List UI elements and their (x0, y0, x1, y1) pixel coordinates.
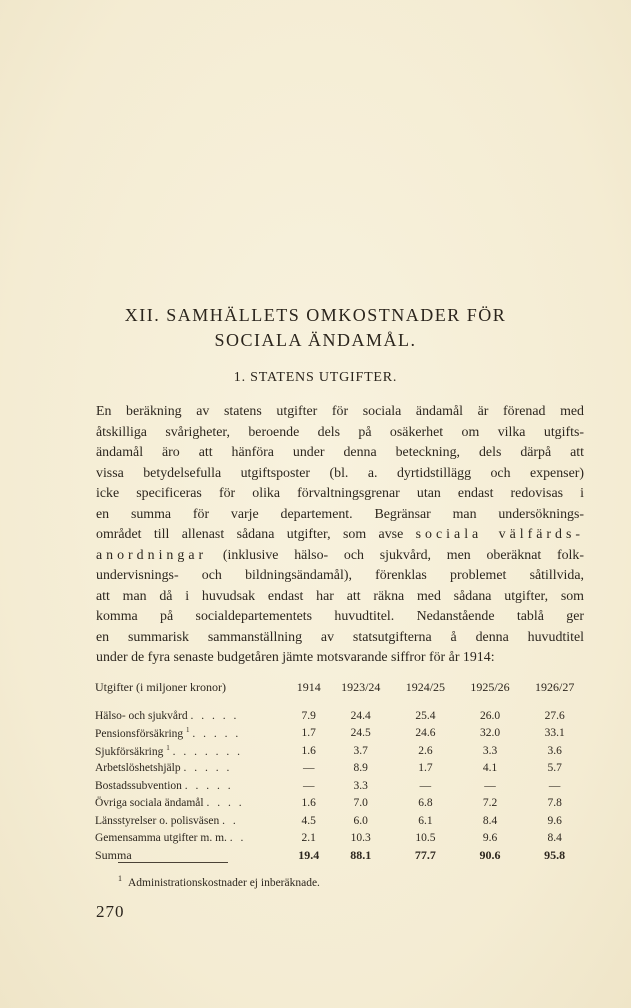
row-label: Sjukförsäkring (95, 745, 164, 758)
paragraph-line: en summa för varje departement. Begränsar man undersöknings- (96, 506, 584, 522)
value-cell: 5.7 (547, 762, 562, 775)
leader-dots: . . . . . (184, 779, 234, 792)
value-cell: 24.6 (415, 727, 436, 740)
column-header: 1924/25 (405, 680, 446, 694)
value-cell: 2.6 (418, 744, 433, 757)
chapter-title-line-2: SOCIALA ÄNDAMÅL. (214, 330, 417, 350)
page-number: 270 (96, 902, 125, 921)
leader-dots: . . . . . (190, 709, 239, 722)
table-row (95, 777, 587, 795)
value-cell: 10.3 (350, 832, 371, 845)
value-cell: 26.0 (479, 709, 501, 722)
value-cell: 24.5 (350, 727, 371, 740)
emphasized-text: anordningar (96, 547, 208, 563)
row-label-cell (95, 812, 289, 830)
sum-value: 77.7 (414, 848, 436, 863)
chapter-title-line-1: XII. SAMHÄLLETS OMKOSTNADER FÖR (124, 305, 507, 325)
value-cell: — (302, 779, 315, 792)
value-cell: 7.0 (353, 797, 368, 810)
sum-value: 90.6 (479, 848, 501, 863)
row-label-cell (95, 725, 289, 743)
table-row (95, 707, 587, 725)
table-header-label: Utgifter (i miljoner kronor) (95, 680, 226, 694)
leader-dots: . . . . (206, 797, 245, 810)
paragraph-line (96, 525, 584, 546)
footnote (118, 874, 320, 889)
table-row (95, 742, 587, 760)
value-cell: 3.7 (353, 744, 368, 757)
value-cell: 6.1 (418, 814, 433, 827)
footnote-text: Administrationskostnader ej inberäknade. (128, 876, 320, 889)
column-header: 1923/24 (341, 680, 381, 694)
value-cell: 32.0 (479, 727, 501, 740)
row-label: Bostadssubvention (95, 779, 182, 792)
value-cell: 1.7 (418, 762, 433, 775)
row-label-cell (95, 707, 289, 725)
value-cell: 9.6 (482, 832, 498, 845)
row-label-cell (95, 760, 289, 778)
section-heading: 1. STATENS UTGIFTER. (233, 370, 398, 385)
footnote-rule (118, 862, 228, 863)
value-cell: — (484, 779, 496, 792)
column-header: 1926/27 (535, 680, 575, 694)
row-label-cell (95, 777, 289, 795)
paragraph-text: området till allenast sådana utgifter, som avse (96, 527, 404, 542)
row-label-cell (95, 795, 289, 813)
paragraph-line: vissa betydelsefulla utgiftsposter (bl. a. dyrtidstillägg och expenser) (96, 465, 584, 481)
value-cell: 1.6 (301, 797, 316, 810)
value-cell: — (548, 779, 561, 792)
value-cell: 1.7 (301, 727, 316, 740)
row-label: Hälso- och sjukvård (95, 709, 188, 722)
value-cell: 25.4 (415, 709, 436, 722)
table-row (95, 812, 587, 830)
value-cell: 8.9 (353, 762, 368, 775)
table-row (95, 830, 587, 848)
table-row (95, 795, 587, 813)
paragraph-line: En beräkning av statens utgifter för sociala ändamål är förenad med (96, 404, 584, 419)
leader-dots: . . . . . (183, 762, 232, 775)
paragraph-line: ändamål äro att hänföra under denna beteckning, dels därpå att (96, 445, 584, 460)
value-cell: 4.5 (301, 814, 316, 827)
paragraph-line: komma på socialdepartementets huvudtitel. Nedanstående tablå ger (96, 609, 584, 624)
value-cell: 4.1 (482, 762, 498, 775)
expenditure-table (95, 680, 587, 865)
footnote-reference: 1 (166, 743, 170, 752)
sum-value: 95.8 (544, 848, 566, 863)
leader-dots: . . (229, 832, 246, 845)
value-cell: 33.1 (544, 727, 565, 740)
value-cell: 7.9 (301, 709, 316, 722)
value-cell: 2.1 (301, 832, 316, 845)
value-cell: 1.6 (301, 744, 316, 757)
leader-dots: . . . . . . . (172, 745, 243, 758)
value-cell: 6.8 (418, 797, 433, 810)
value-cell: 8.4 (482, 814, 498, 827)
table-row (95, 760, 587, 778)
value-cell: — (302, 762, 315, 775)
value-cell: 10.5 (415, 832, 436, 845)
value-cell: — (419, 779, 432, 792)
row-label: Pensionsförsäkring (95, 728, 184, 741)
value-cell: 6.0 (353, 814, 368, 827)
paragraph-line: en summarisk sammanställning av statsutgifterna å denna huvudtitel (96, 629, 584, 645)
sum-value: 19.4 (298, 848, 320, 863)
value-cell: 7.8 (547, 797, 562, 810)
value-cell: 27.6 (544, 709, 565, 722)
sum-label: Summa (95, 848, 132, 863)
value-cell: 7.2 (482, 797, 498, 810)
leader-dots: . . . . . (192, 728, 241, 741)
paragraph-line: icke specificeras för olika förvaltningsgrenar utan endast redovisas i (96, 486, 584, 501)
leader-dots: . . (222, 814, 239, 827)
footnote-mark: 1 (118, 874, 122, 883)
value-cell: 3.6 (547, 744, 562, 757)
row-label-cell (95, 742, 289, 760)
table-header-row (95, 680, 587, 707)
sum-value: 88.1 (350, 848, 372, 863)
paragraph-line (96, 546, 584, 567)
footnote-reference: 1 (186, 726, 190, 735)
table-row (95, 725, 587, 743)
emphasized-text: sociala välfärds- (415, 527, 584, 542)
value-cell: 9.6 (547, 814, 562, 827)
body-paragraph (96, 402, 584, 669)
paragraph-line: under de fyra senaste budgetåren jämte motsvarande siffror för år 1914: (96, 650, 495, 665)
column-header: 1925/26 (470, 680, 510, 694)
paragraph-line: att man då i huvudsak endast har att räkna med sådana utgifter, som (96, 588, 584, 604)
value-cell: 3.3 (353, 779, 368, 792)
column-header: 1914 (296, 680, 321, 694)
row-label: Gemensamma utgifter m. m. (95, 832, 227, 845)
row-label: Länsstyrelser o. polisväsen (95, 814, 220, 827)
paragraph-line: undervisnings- och bildningsändamål), förenklas problemet såtillvida, (96, 568, 584, 583)
paragraph-text: (inklusive hälso- och sjukvård, men oberäknat folk- (222, 547, 584, 563)
row-label-cell (95, 830, 289, 848)
row-label: Arbetslöshetshjälp (95, 762, 181, 775)
value-cell: 3.3 (482, 744, 498, 757)
row-label: Övriga sociala ändamål (95, 797, 204, 810)
paragraph-line: åtskilliga svårigheter, beroende dels på osäkerhet om vilka utgifts- (96, 424, 584, 440)
value-cell: 8.4 (547, 832, 562, 845)
value-cell: 24.4 (350, 709, 371, 722)
